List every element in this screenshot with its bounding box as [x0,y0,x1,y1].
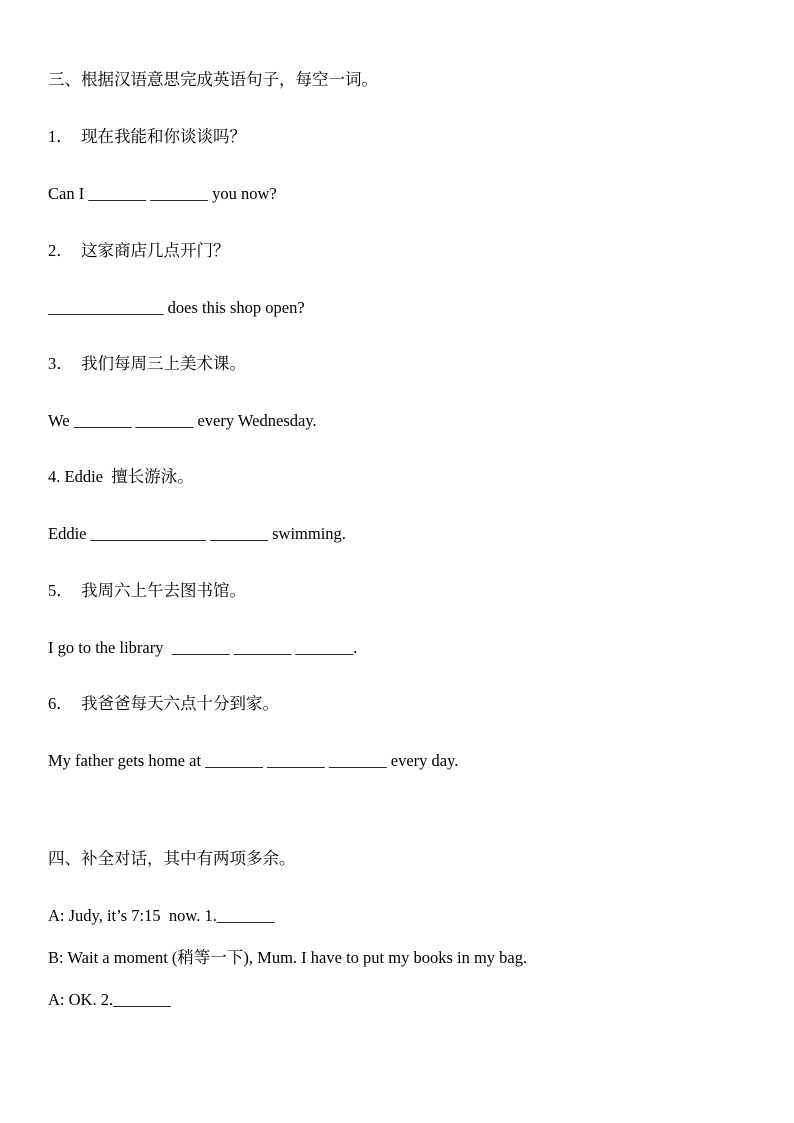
section4-heading: 四、补全对话，其中有两项多余。 [48,849,296,868]
dialogue-line-3: A: OK. 2._______ [48,990,171,1009]
item1-english: Can I _______ _______ you now? [48,184,277,203]
item5-english: I go to the library _______ _______ _______. [48,638,358,657]
item6-english: My father gets home at _______ _______ _______ every day. [48,751,459,770]
item1-chinese: 1． 现在我能和你谈谈吗？ [48,127,246,146]
item2-english: ______________ does this shop open? [48,298,305,317]
item2-chinese: 2． 这家商店几点开门？ [48,241,230,260]
section3-heading: 三、根据汉语意思完成英语句子，每空一词。 [48,70,378,89]
dialogue-line-1: A: Judy, it’s 7:15 now. 1._______ [48,906,275,925]
item3-chinese: 3． 我们每周三上美术课。 [48,354,246,373]
dialogue-line-2: B: Wait a moment (稍等一下), Mum. I have to put my books in my bag. [48,948,528,967]
item4-chinese: 4. Eddie 擅长游泳。 [48,467,194,486]
item4-english: Eddie ______________ _______ swimming. [48,524,346,543]
item6-chinese: 6． 我爸爸每天六点十分到家。 [48,694,279,713]
item3-english: We _______ _______ every Wednesday. [48,411,317,430]
item5-chinese: 5． 我周六上午去图书馆。 [48,581,246,600]
